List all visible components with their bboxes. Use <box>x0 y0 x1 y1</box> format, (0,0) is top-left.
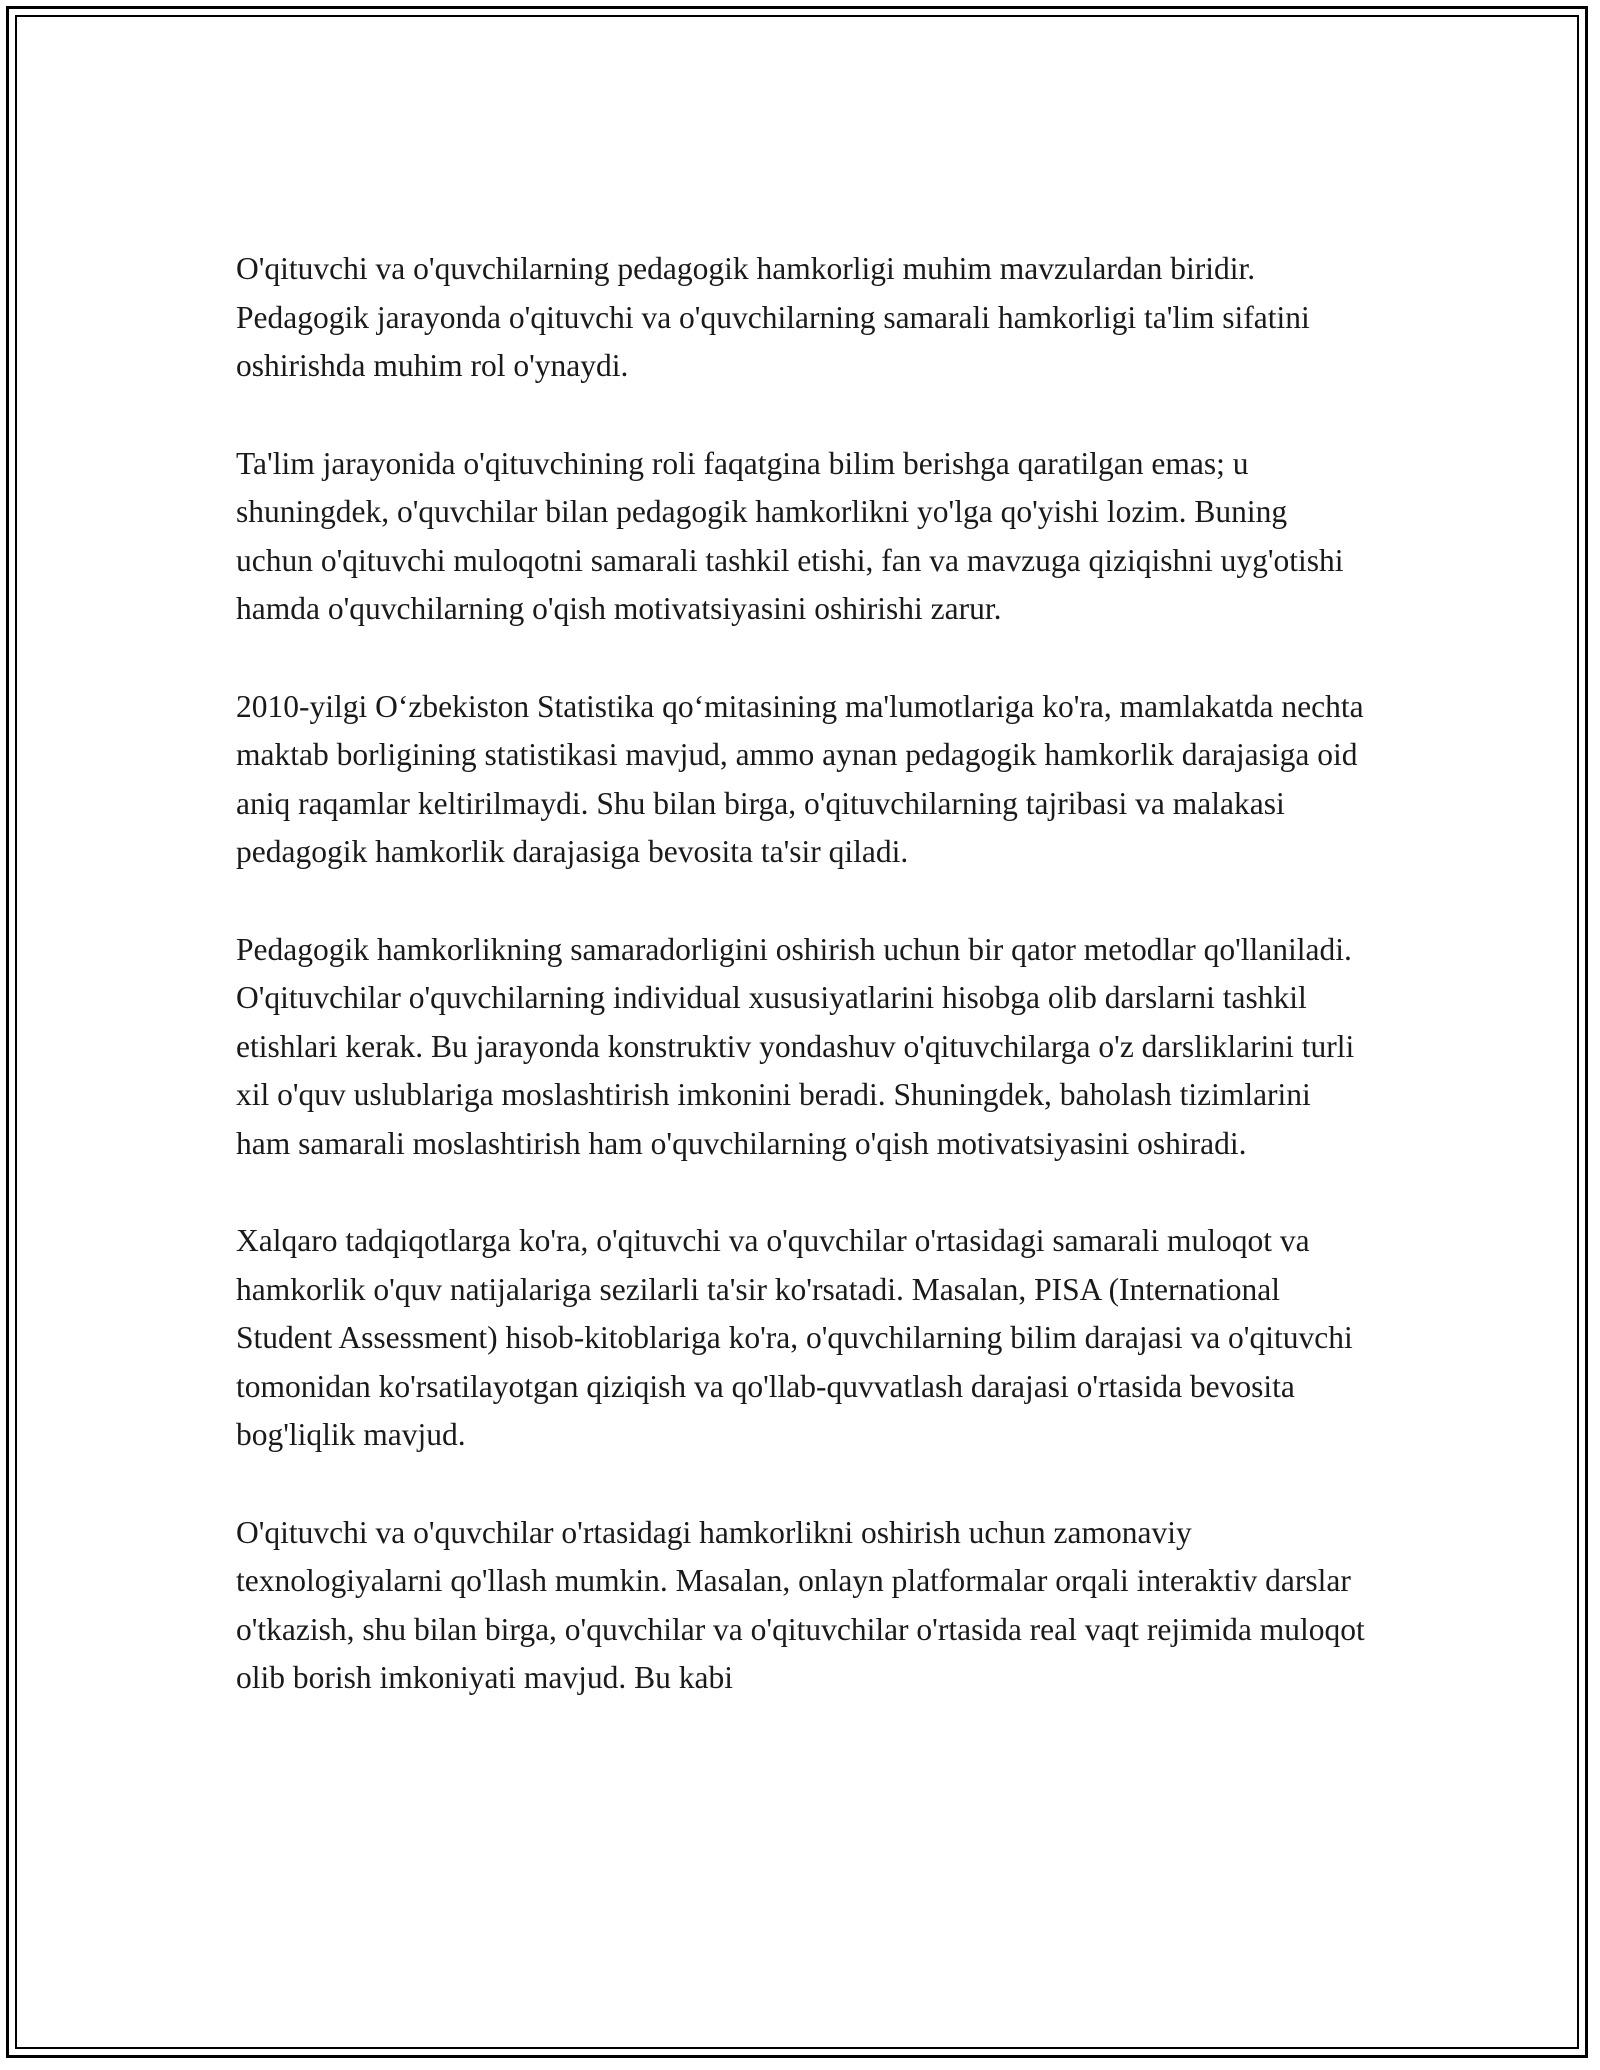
paragraph-technology: O'qituvchi va o'quvchilar o'rtasidagi hamkorlikni oshirish uchun zamonaviy texnologiyalarni qo'llash mumkin. Masalan, onlayn platformalar orqali interaktiv darslar o'tkazish, shu bilan birga, o'quvchilar va o'qituvchilar o'rtasida real vaqt rejimida muloqot olib borish imkoniyati mavjud. Bu kabi <box>236 1514 1365 1695</box>
paragraph-teacher-role: Ta'lim jarayonida o'qituvchining roli faqatgina bilim berishga qaratilgan emas; u shuningdek, o'quvchilar bilan pedagogik hamkorlikni yo'lga qo'yishi lozim. Buning uchun o'qituvchi muloqotni samarali tashkil etishi, fan va mavzuga qiziqishni uyg'otishi hamda o'quvchilarning o'qish motivatsiyasini oshirishi zarur. <box>236 445 1344 626</box>
document-body <box>236 245 1366 1752</box>
paragraph-intro: O'qituvchi va o'quvchilarning pedagogik hamkorligi muhim mavzulardan biridir. Pedagogik jarayonda o'qituvchi va o'quvchilarning samarali hamkorligi ta'lim sifatini oshirishda muhim rol o'ynaydi. <box>236 251 1310 383</box>
paragraph-international-research: Xalqaro tadqiqotlarga ko'ra, o'qituvchi va o'quvchilar o'rtasidagi samarali muloqot va hamkorlik o'quv natijalariga sezilarli ta'sir ko'rsatadi. Masalan, PISA (International Student Assessment) hisob-kitoblariga ko'ra, o'quvchilarning bilim darajasi va o'qituvchi tomonidan ko'rsatilayotgan qiziqish va qo'llab-quvvatlash darajasi o'rtasida bevosita bog'liqlik mavjud. <box>236 1223 1353 1452</box>
paragraph-methods: Pedagogik hamkorlikning samaradorligini oshirish uchun bir qator metodlar qo'llaniladi. O'qituvchilar o'quvchilarning individual xususiyatlarini hisobga olib darslarni tashkil etishlari kerak. Bu jarayonda konstruktiv yondashuv o'qituvchilarga o'z darsliklarini turli xil o'quv uslublariga moslashtirish imkonini beradi. Shuningdek, baholash tizimlarini ham samarali moslashtirish ham o'quvchilarning o'qish motivatsiyasini oshiradi. <box>236 931 1355 1161</box>
paragraph-statistics: 2010-yilgi O‘zbekiston Statistika qo‘mitasining ma'lumotlariga ko'ra, mamlakatda nechta maktab borligining statistikasi mavjud, ammo aynan pedagogik hamkorlik darajasiga oid aniq raqamlar keltirilmaydi. Shu bilan birga, o'qituvchilarning tajribasi va malakasi pedagogik hamkorlik darajasiga bevosita ta'sir qiladi. <box>236 688 1364 869</box>
